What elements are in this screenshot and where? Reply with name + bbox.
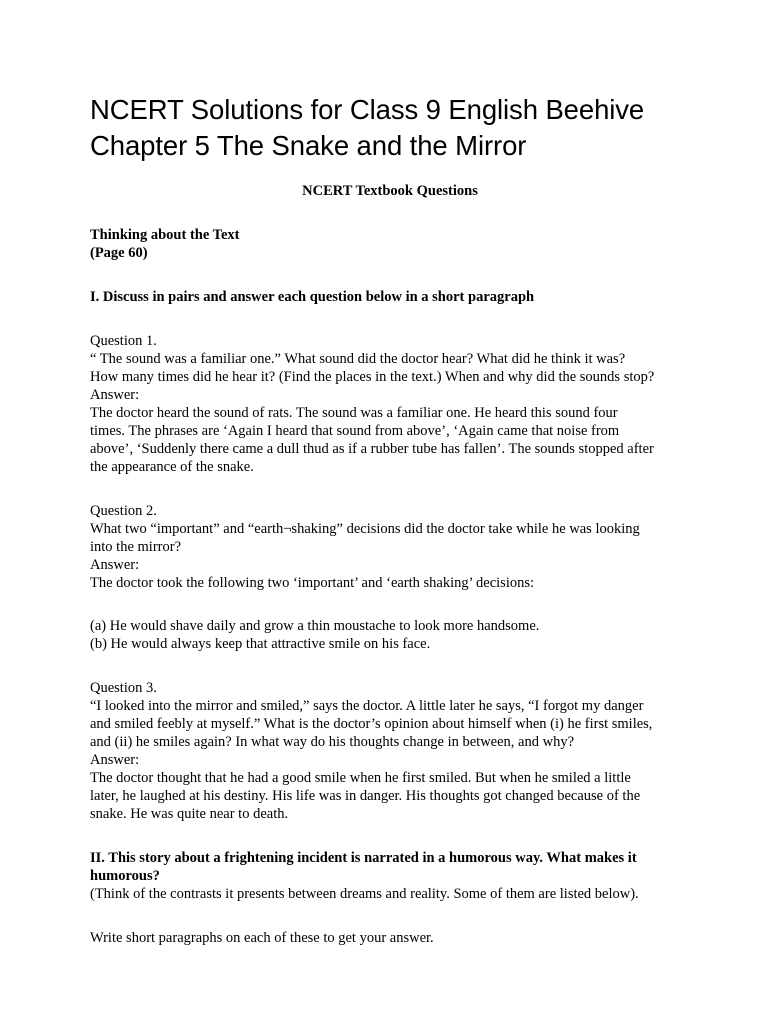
- question-text-line: into the mirror?: [90, 539, 182, 555]
- question-text-line: “ The sound was a familiar one.” What sound did the doctor hear? What did he think it was?: [90, 351, 626, 367]
- answer-text-line: the appearance of the snake.: [90, 459, 254, 475]
- part2-heading-line: II. This story about a frightening incident is narrated in a humorous way. What makes it: [90, 850, 637, 866]
- question-text-line: What two “important” and “earth¬shaking” decisions did the doctor take while he was looking: [90, 521, 640, 537]
- answer-text-line: later, he laughed at his destiny. His life was in danger. His thoughts got changed because of the: [90, 788, 641, 804]
- answer-label: Answer:: [90, 752, 140, 768]
- question-3: [90, 679, 690, 823]
- answer-text-line: The doctor heard the sound of rats. The sound was a familiar one. He heard this sound four: [90, 405, 618, 421]
- part2-block: [90, 849, 690, 903]
- question-text-line: and (ii) he smiles again? In what way do his thoughts change in between, and why?: [90, 734, 575, 750]
- page-title: [90, 92, 690, 164]
- title-line-1: NCERT Solutions for Class 9 English Beehive: [90, 94, 645, 125]
- part2-note: (Think of the contrasts it presents between dreams and reality. Some of them are listed below).: [90, 886, 639, 902]
- title-line-2: Chapter 5 The Snake and the Mirror: [90, 130, 527, 161]
- answer-text-line: The doctor took the following two ‘important’ and ‘earth shaking’ decisions:: [90, 575, 535, 591]
- question-text-line: and smiled feebly at myself.” What is the doctor’s opinion about himself when (i) he first smiles,: [90, 716, 653, 732]
- part1-heading: I. Discuss in pairs and answer each question below in a short paragraph: [90, 289, 535, 305]
- question-1: [90, 332, 690, 476]
- answer-text-line: The doctor thought that he had a good smile when he first smiled. But when he smiled a little: [90, 770, 631, 786]
- question-2: [90, 502, 690, 592]
- list-item: (b) He would always keep that attractive smile on his face.: [90, 636, 431, 652]
- answer-text-line: above’, ‘Suddenly there came a dull thud as if a rubber tube has fallen’. The sounds stopped after: [90, 441, 654, 457]
- part2-heading-line: humorous?: [90, 868, 160, 884]
- question-text-line: “I looked into the mirror and smiled,” says the doctor. A little later he says, “I forgot my danger: [90, 698, 644, 714]
- answer-text-line: times. The phrases are ‘Again I heard that sound from above’, ‘Again came that noise from: [90, 423, 620, 439]
- question-text-line: How many times did he hear it? (Find the places in the text.) When and why did the sounds stop?: [90, 369, 655, 385]
- subtitle: NCERT Textbook Questions: [302, 183, 478, 199]
- question-label: Question 2.: [90, 503, 157, 519]
- section-heading-block: [90, 226, 690, 262]
- section-heading: Thinking about the Text: [90, 227, 240, 243]
- answer-text-line: snake. He was quite near to death.: [90, 806, 289, 822]
- list-item: (a) He would shave daily and grow a thin moustache to look more handsome.: [90, 618, 540, 634]
- answer-label: Answer:: [90, 557, 140, 573]
- part2-instruction: Write short paragraphs on each of these to get your answer.: [90, 930, 434, 946]
- answer-label: Answer:: [90, 387, 140, 403]
- decision-list: [90, 617, 690, 653]
- question-label: Question 3.: [90, 680, 157, 696]
- question-label: Question 1.: [90, 333, 157, 349]
- page-reference: (Page 60): [90, 245, 148, 261]
- document-content: [90, 92, 690, 947]
